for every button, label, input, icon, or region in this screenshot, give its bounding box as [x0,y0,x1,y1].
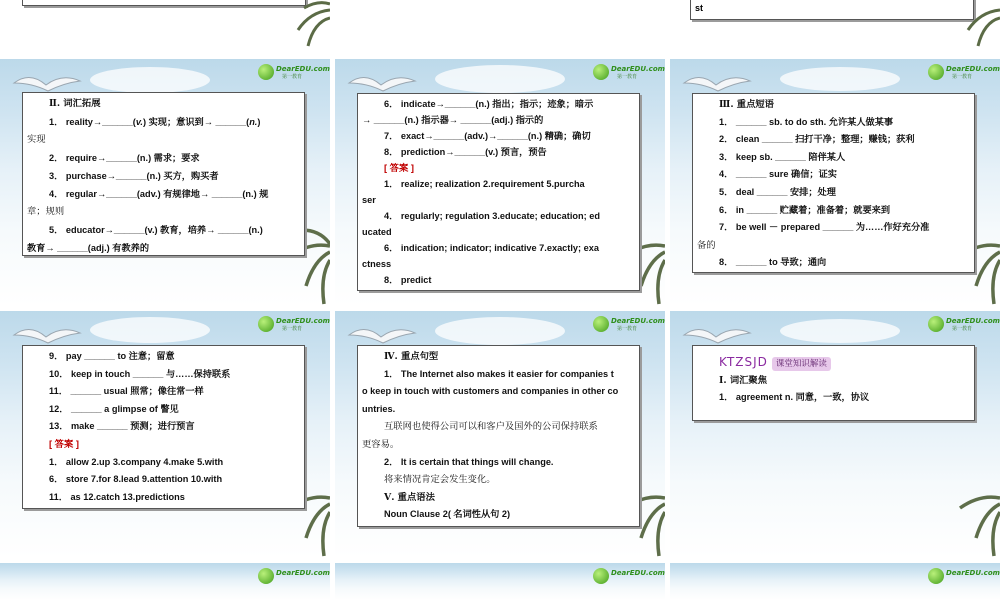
answer-line: 11． as 12.catch 13.predictions [49,491,185,502]
dearedu-logo: DearEDU.com [928,567,992,585]
line: 1． agreement n. 同意，一致，协议 [719,392,870,402]
line: 12． ______ a glimpse of 瞥见 [49,403,179,414]
line: 2． clean ______ 扫打干净；整理；赚钱；获利 [719,134,915,145]
content-box [692,345,975,421]
slide-key-sentences [335,311,665,558]
line: 8． ______ to 导致；通向 [719,257,827,268]
line: 2． It is certain that things will change. [384,456,554,467]
line: 8． prediction→______(v.) 预言，预告 [384,147,547,157]
section-heading: Ⅰ. 词汇聚焦 [719,375,768,386]
dearedu-logo: DearEDU.com [593,567,657,585]
slide-vocabulary-answers [335,59,665,306]
palm-icon [960,0,1000,52]
palm-tree-icon [950,468,1000,558]
line: 11． ______ usual 照常；像往常一样 [49,386,204,397]
answer-label: [ 答案 ] [384,163,414,173]
content-box [22,92,305,256]
answer-line: 1． allow 2.up 3.company 4.make 5.with [49,456,224,467]
slide-top-left [0,0,330,52]
line: → ______(n.) 指示器→ ______(adj.) 指示的 [362,115,544,125]
line: 6． indicate→______(n.) 指出；指示；迹象；暗示 [384,99,594,109]
slide-bottom-middle [335,563,665,600]
line: 更容易。 [362,438,400,450]
line: 3． keep sb. ______ 陪伴某人 [719,151,846,162]
top-box-right: st [690,0,974,20]
line: 互联网也使得公司可以和客户及国外的公司保持联系 [384,421,598,433]
dearedu-logo: DearEDU.com 第一教育 [593,315,657,333]
content-box [692,93,975,273]
top-box [22,0,306,6]
dearedu-logo: DearEDU.com 第一教育 [928,63,992,81]
line: 13． make ______ 预测；进行预言 [49,421,195,432]
slide-phrases-answers [0,311,330,558]
line: 6． in ______ 贮藏着；准备着；就要来到 [719,204,891,215]
line: untries. [362,403,396,414]
line: 10． keep in touch ______ 与……保持联系 [49,368,231,379]
answer-line: 4． regularly; regulation 3.educate; education; ed [384,211,600,221]
line: 教育→ ______(adj.) 有教养的 [27,243,150,253]
line: 3． purchase→______(n.) 买方，购买者 [49,171,219,181]
line: 1． ______ sb. to do sth. 允许某人做某事 [719,116,894,127]
line: 2． require→______(n.) 需求；要求 [49,153,200,163]
section-heading: Ⅳ. 重点句型 [384,351,439,362]
answer-line: 6． store 7.for 8.lead 9.attention 10.with [49,474,223,485]
line: o keep in touch with customers and companies in other co [362,386,619,397]
slide-key-phrases [670,59,1000,306]
answer-line: 6． indication; indicator; indicative 7.exactly; exa [384,243,599,253]
slide-bottom-right [670,563,1000,600]
answer-line: ser [362,195,376,205]
answer-line: 1． realize; realization 2.requirement 5.purcha [384,179,585,189]
line: 7． exact→______(adv.)→______(n.) 精确；确切 [384,131,591,141]
line: 4． regular→______(adv.) 有规律地→ ______(n.) 规 [49,189,269,199]
line: 5． deal ______ 安排；处理 [719,186,836,197]
line: Noun Clause 2( 名词性从句 2) [384,509,511,520]
section-heading: Ⅱ. 词汇拓展 [49,98,101,109]
section-heading: Ⅴ. 重点语法 [384,491,435,503]
slide-top-right [670,0,1000,52]
line: 9． pay ______ to 注意；留意 [49,351,175,361]
dearedu-logo: DearEDU.com 第一教育 [258,63,322,81]
slide-bottom-left [0,563,330,600]
answer-line: 8． predict [384,275,432,285]
slide-vocabulary-expansion [0,59,330,306]
slide-classroom-knowledge [670,311,1000,558]
line: 4． ______ sure 确信；证实 [719,169,837,180]
section-banner [697,348,970,372]
line: 实现 [27,134,46,145]
section-heading: Ⅲ. 重点短语 [719,99,774,110]
dearedu-logo: DearEDU.com 第一教育 [593,63,657,81]
line: 1． The Internet also makes it easier for companies t [384,368,614,379]
dearedu-logo: DearEDU.com 第一教育 [928,315,992,333]
answer-line: ucated [362,227,392,237]
answer-label: [ 答案 ] [49,438,79,449]
banner-brand: KTZSJD [719,355,768,369]
dearedu-logo: DearEDU.com 第一教育 [258,315,322,333]
palm-icon [290,0,330,52]
banner-label: 课堂知识解读 [772,357,831,371]
line: 备的 [697,239,716,251]
line: 7． be well － prepared ______ 为……作好充分准 [719,222,930,233]
line: 5． educator→______(v.) 教育，培养→ ______(n.) [49,225,263,235]
content-box [357,345,640,527]
content-box [357,93,640,291]
content-box [22,345,305,509]
line: 章；规则 [27,206,65,217]
slide-top-middle [335,0,665,52]
line: 将来情况肯定会发生变化。 [384,474,496,486]
answer-line: ctness [362,259,392,269]
line: 1． reality→______(v.) 实现；意识到→ ______(n.) [49,117,261,127]
dearedu-logo: DearEDU.com [258,567,322,585]
